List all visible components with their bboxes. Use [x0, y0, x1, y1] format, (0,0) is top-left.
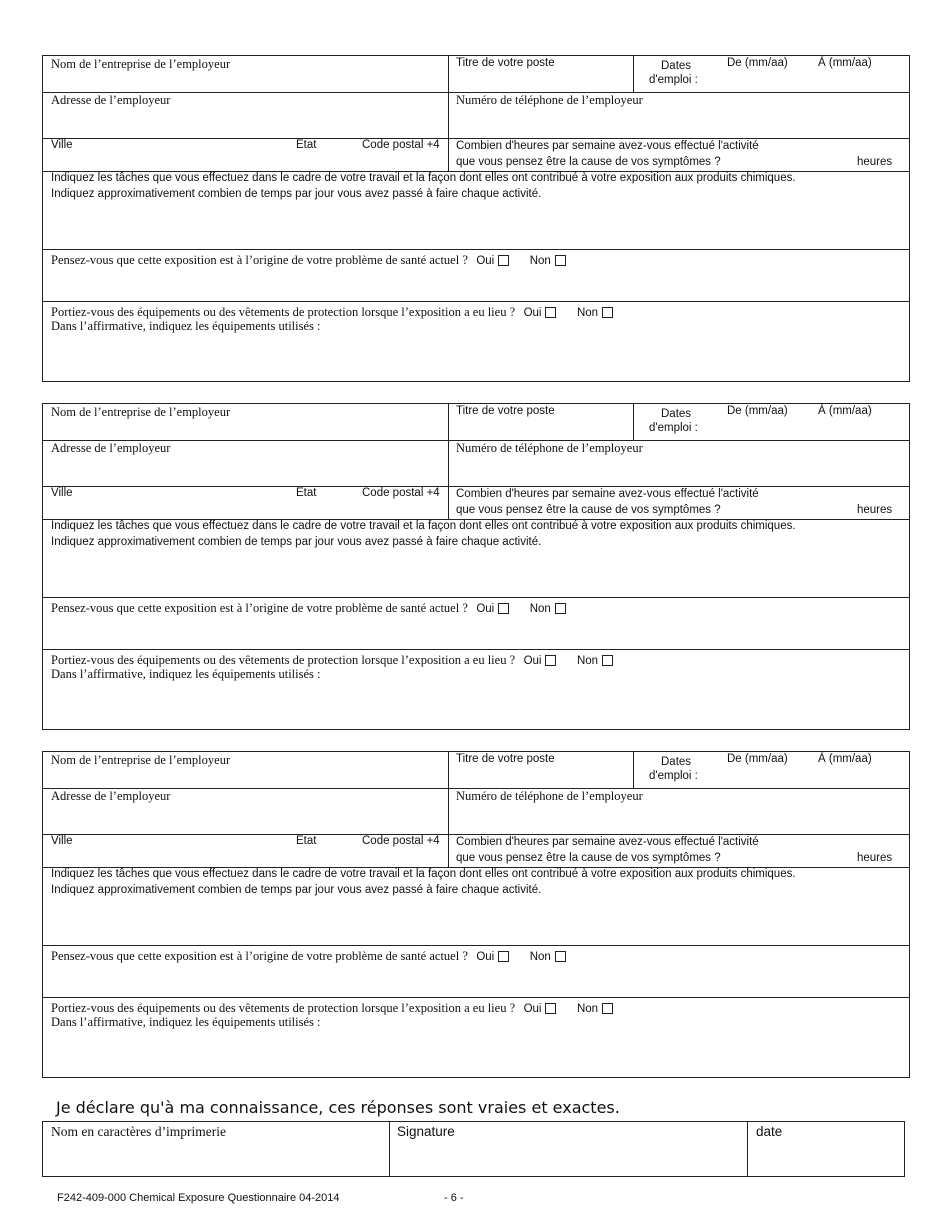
cause-no-checkbox[interactable]: [555, 255, 566, 266]
employment-block: [42, 403, 910, 730]
zip-code-label: Code postal +4: [362, 835, 440, 847]
signature-label: Signature: [397, 1124, 455, 1139]
tasks-question-line1: Indiquez les tâches que vous effectuez dans le cadre de votre travail et la façon dont elles ont contribué à votre exposition aux produits chimiques.: [51, 520, 796, 532]
yes-label: Oui: [476, 951, 495, 963]
dates-label: Dates: [661, 408, 692, 420]
dates-label-2: d'emploi :: [649, 770, 698, 782]
no-label: Non: [576, 1003, 599, 1015]
to-date-label: À (mm/aa): [818, 405, 872, 417]
exposure-cause-question: [51, 947, 566, 965]
zip-code-label: Code postal +4: [362, 487, 440, 499]
from-date-label: De (mm/aa): [727, 405, 788, 417]
hours-unit: heures: [857, 852, 893, 864]
cause-no-checkbox[interactable]: [555, 603, 566, 614]
declaration-statement: Je déclare qu'à ma connaissance, ces réponses sont vraies et exactes.: [56, 1098, 620, 1117]
employment-block: [42, 55, 910, 382]
protection-equipment-label: Dans l’affirmative, indiquez les équipements utilisés :: [51, 1015, 321, 1029]
exposure-cause-question: [51, 599, 566, 617]
yes-label: Oui: [476, 255, 495, 267]
protection-no-checkbox[interactable]: [602, 655, 613, 666]
printed-name-field[interactable]: [43, 1144, 388, 1176]
employer-name-label: Nom de l’entreprise de l’employeur: [51, 753, 231, 767]
state-label: Etat: [296, 835, 317, 847]
tasks-question-line2: Indiquez approximativement combien de temps par jour vous avez passé à faire chaque activité.: [51, 884, 542, 896]
job-title-label: Titre de votre poste: [456, 753, 555, 765]
protection-text: Portiez-vous des équipements ou des vêtements de protection lorsque l’exposition a eu lieu ?: [51, 305, 516, 319]
dates-label-2: d'emploi :: [649, 422, 698, 434]
state-label: Etat: [296, 487, 317, 499]
protection-equipment-label: Dans l’affirmative, indiquez les équipements utilisés :: [51, 319, 321, 333]
from-date-label: De (mm/aa): [727, 753, 788, 765]
job-title-label: Titre de votre poste: [456, 57, 555, 69]
form-identifier: F242-409-000 Chemical Exposure Questionnaire 04-2014: [57, 1192, 340, 1204]
employer-address-label: Adresse de l’employeur: [51, 93, 171, 107]
hours-question-line1: Combien d'heures par semaine avez-vous effectué l'activité: [456, 488, 759, 500]
yes-label: Oui: [476, 603, 495, 615]
yes-label: Oui: [523, 1003, 542, 1015]
protection-yes-checkbox[interactable]: [545, 655, 556, 666]
employer-address-label: Adresse de l’employeur: [51, 789, 171, 803]
date-field[interactable]: [748, 1144, 903, 1176]
protection-text: Portiez-vous des équipements ou des vêtements de protection lorsque l’exposition a eu lieu ?: [51, 653, 516, 667]
employer-phone-label: Numéro de téléphone de l’employeur: [456, 93, 643, 107]
cause-yes-checkbox[interactable]: [498, 951, 509, 962]
employer-address-label: Adresse de l’employeur: [51, 441, 171, 455]
date-label: date: [756, 1124, 783, 1139]
employer-phone-label: Numéro de téléphone de l’employeur: [456, 789, 643, 803]
no-label: Non: [576, 655, 599, 667]
protection-no-checkbox[interactable]: [602, 1003, 613, 1014]
employment-block: [42, 751, 910, 1078]
exposure-cause-text: Pensez-vous que cette exposition est à l’origine de votre problème de santé actuel ?: [51, 601, 468, 615]
no-label: Non: [529, 255, 551, 267]
tasks-question-line2: Indiquez approximativement combien de temps par jour vous avez passé à faire chaque activité.: [51, 536, 542, 548]
printed-name-label: Nom en caractères d’imprimerie: [51, 1124, 227, 1139]
zip-code-label: Code postal +4: [362, 139, 440, 151]
from-date-label: De (mm/aa): [727, 57, 788, 69]
employer-phone-label: Numéro de téléphone de l’employeur: [456, 441, 643, 455]
hours-question-line2: que vous pensez être la cause de vos symptômes ?: [456, 156, 721, 168]
city-label: Ville: [51, 835, 73, 847]
protection-yes-checkbox[interactable]: [545, 1003, 556, 1014]
yes-label: Oui: [523, 307, 542, 319]
hours-question-line1: Combien d'heures par semaine avez-vous effectué l'activité: [456, 140, 759, 152]
cause-yes-checkbox[interactable]: [498, 255, 509, 266]
cause-no-checkbox[interactable]: [555, 951, 566, 962]
signature-table: [42, 1121, 905, 1177]
protection-no-checkbox[interactable]: [602, 307, 613, 318]
yes-label: Oui: [523, 655, 542, 667]
job-title-label: Titre de votre poste: [456, 405, 555, 417]
dates-label: Dates: [661, 60, 692, 72]
exposure-cause-question: [51, 251, 566, 269]
hours-question-line2: que vous pensez être la cause de vos symptômes ?: [456, 504, 721, 516]
dates-label: Dates: [661, 756, 692, 768]
employer-name-label: Nom de l’entreprise de l’employeur: [51, 57, 231, 71]
page-number: - 6 -: [444, 1192, 464, 1204]
tasks-question-line1: Indiquez les tâches que vous effectuez dans le cadre de votre travail et la façon dont elles ont contribué à votre exposition aux produits chimiques.: [51, 868, 796, 880]
no-label: Non: [529, 951, 551, 963]
employer-name-label: Nom de l’entreprise de l’employeur: [51, 405, 231, 419]
tasks-question-line1: Indiquez les tâches que vous effectuez dans le cadre de votre travail et la façon dont elles ont contribué à votre exposition aux produits chimiques.: [51, 172, 796, 184]
to-date-label: À (mm/aa): [818, 753, 872, 765]
city-label: Ville: [51, 139, 73, 151]
state-label: Etat: [296, 139, 317, 151]
cause-yes-checkbox[interactable]: [498, 603, 509, 614]
protection-equipment-label: Dans l’affirmative, indiquez les équipements utilisés :: [51, 667, 321, 681]
no-label: Non: [529, 603, 551, 615]
hours-unit: heures: [857, 504, 893, 516]
exposure-cause-text: Pensez-vous que cette exposition est à l’origine de votre problème de santé actuel ?: [51, 949, 468, 963]
exposure-cause-text: Pensez-vous que cette exposition est à l’origine de votre problème de santé actuel ?: [51, 253, 468, 267]
signature-field[interactable]: [390, 1144, 746, 1176]
protection-yes-checkbox[interactable]: [545, 307, 556, 318]
city-label: Ville: [51, 487, 73, 499]
hours-question-line1: Combien d'heures par semaine avez-vous effectué l'activité: [456, 836, 759, 848]
tasks-question-line2: Indiquez approximativement combien de temps par jour vous avez passé à faire chaque activité.: [51, 188, 542, 200]
dates-label-2: d'emploi :: [649, 74, 698, 86]
to-date-label: À (mm/aa): [818, 57, 872, 69]
hours-question-line2: que vous pensez être la cause de vos symptômes ?: [456, 852, 721, 864]
hours-unit: heures: [857, 156, 893, 168]
protection-text: Portiez-vous des équipements ou des vêtements de protection lorsque l’exposition a eu lieu ?: [51, 1001, 516, 1015]
no-label: Non: [576, 307, 599, 319]
